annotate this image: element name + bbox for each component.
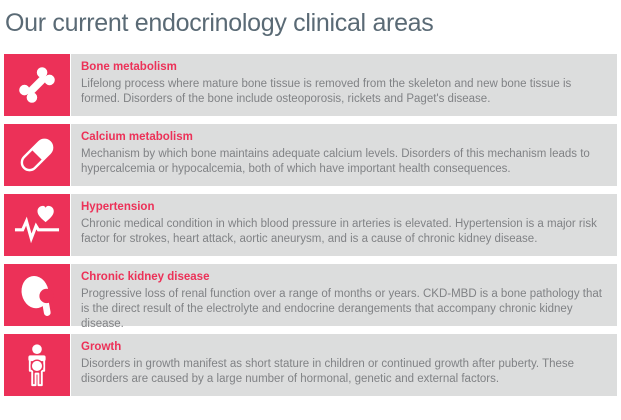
row-heading: Calcium metabolism [81,131,193,143]
row-content [71,194,617,256]
row-description: Disorders in growth manifest as short stature in children or continued growth after puberty. These disorders are caused by a large number of hormonal, genetic and external factors. [81,358,575,385]
kidney-icon [4,264,70,326]
row-hypertension [4,194,617,256]
clinical-areas-list [4,54,617,396]
capsule-icon [4,124,70,186]
row-growth [4,334,617,396]
row-heading: Bone metabolism [81,61,177,73]
page-title: Our current endocrinology clinical areas [5,9,434,37]
row-calcium-metabolism [4,124,617,186]
row-description: Lifelong process where mature bone tissue is removed from the skeleton and new bone tissue is formed. Disorders of the bone include osteoporosis, rickets and Paget's disease. [81,78,572,105]
row-description: Chronic medical condition in which blood pressure in arteries is elevated. Hypertension is a major risk factor for strokes, heart attack, aortic aneurysm, and is a cause of chronic kidney disease. [81,218,597,245]
bone-icon [4,54,70,116]
row-content [71,264,617,330]
row-chronic-kidney-disease [4,264,617,330]
row-description: Mechanism by which bone maintains adequate calcium levels. Disorders of this mechanism leads to hypercalcemia or hypocalcemia, both of which have important health consequences. [81,148,590,175]
row-description: Progressive loss of renal function over a range of months or years. CKD-MBD is a bone pathology that is the direct result of the electrolyte and endocrine derangements that accompany chronic kidney disease. [81,288,602,330]
person-icon [4,334,70,396]
row-heading: Hypertension [81,201,155,213]
row-content [71,54,617,116]
row-bone-metabolism [4,54,617,116]
row-heading: Chronic kidney disease [81,271,210,283]
heartbeat-icon [4,194,70,256]
row-content [71,124,617,186]
row-content [71,334,617,396]
row-heading: Growth [81,341,122,353]
